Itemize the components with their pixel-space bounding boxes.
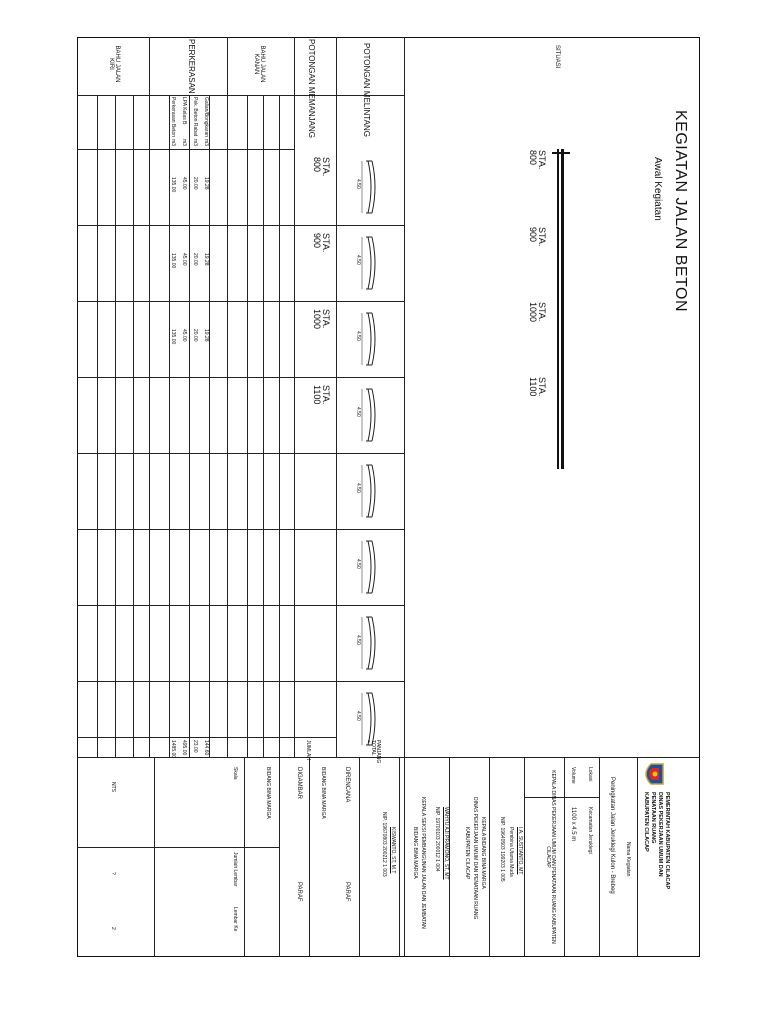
grid-line bbox=[97, 95, 98, 757]
grid-line-kanan-bottom bbox=[227, 37, 228, 757]
grid-line bbox=[247, 95, 248, 757]
drawing-title: KEGIATAN JALAN BETON bbox=[672, 110, 689, 313]
col-line bbox=[77, 225, 405, 226]
lembar-ke-label: Lembar Ke bbox=[232, 907, 238, 932]
sta-800-label: STA. 800 bbox=[527, 150, 547, 170]
kasi-text-2: BIDANG BINA MARGA bbox=[412, 827, 418, 879]
quantity-value: 135.00 bbox=[170, 177, 176, 193]
perkerasan-unit: m3 bbox=[170, 139, 176, 146]
sta-800-tick bbox=[552, 152, 570, 154]
section-width-label: 4.50 bbox=[355, 331, 361, 341]
quantity-value: 20.00 bbox=[192, 177, 198, 190]
situasi-road-line-2 bbox=[557, 149, 559, 469]
grid-line bbox=[169, 95, 170, 757]
situasi-label: SITUASI bbox=[554, 45, 560, 69]
grid-line bbox=[115, 95, 116, 757]
perkerasan-unit: m3 bbox=[203, 139, 209, 146]
signatory-2-nip: NIP. 19700103 200012 1 004 bbox=[434, 807, 440, 872]
nama-kegiatan-value: Peningkatan Jalan Jeruklegi Kulon - Brebeg bbox=[609, 777, 615, 894]
grid-line-melintang-bottom bbox=[336, 37, 337, 757]
dinas-text: DINAS PEKERJAAN UMUM DAN PENATAAN RUANG bbox=[472, 797, 478, 920]
bahu-jalan-kiri-label: BAHU JALAN KIRI bbox=[108, 45, 120, 83]
tb-line bbox=[599, 757, 600, 957]
total-value: 144.60 bbox=[203, 740, 209, 756]
tb-line bbox=[489, 757, 490, 957]
grid-line-perkerasan-bottom bbox=[149, 37, 150, 757]
tb-line bbox=[449, 757, 450, 957]
nts-value: NTS bbox=[110, 782, 116, 792]
col-line bbox=[77, 453, 405, 454]
awal-kegiatan-label: Awal Kegiatan bbox=[652, 157, 663, 221]
agency-block: PEMERINTAH KABUPATEN CILACAP DINAS PEKERJAAN UMUM DAN PENATAAN RUANG KABUPATEN CILACAP bbox=[643, 792, 670, 890]
jumlah-label: JUMLAH bbox=[305, 740, 311, 761]
col-line bbox=[77, 605, 405, 606]
quantity-value: 135.00 bbox=[170, 253, 176, 269]
signatory-3-name: KISWANTO, ST, M.T bbox=[390, 827, 396, 874]
perkerasan-label: PERKERASAN bbox=[187, 39, 196, 94]
sheet-border bbox=[77, 37, 700, 957]
tb-line bbox=[524, 757, 525, 957]
bidang-bm2-label: BIDANG BINA MARGA bbox=[265, 767, 271, 819]
tb-line bbox=[637, 757, 638, 957]
section-width-label: 4.50 bbox=[355, 483, 361, 493]
perkerasan-unit: m3 bbox=[192, 139, 198, 146]
lembar-ke-value: 2 bbox=[110, 927, 116, 930]
quantity-value: 20.00 bbox=[192, 253, 198, 266]
section-width-label: 4.50 bbox=[355, 711, 361, 721]
perkerasan-unit: m3 bbox=[181, 139, 187, 146]
tb-line bbox=[154, 757, 155, 957]
kepala-dinas-text: KEPALA DINAS PEKERJAAN UMUM DAN PENATAAN RUANG KABUPATEN CILACAP bbox=[545, 770, 556, 944]
col-line-summary-inner bbox=[77, 737, 337, 738]
grid-line-memanjang-bottom bbox=[294, 37, 295, 757]
col-line-unit bbox=[77, 149, 295, 150]
section-width-label: 4.50 bbox=[355, 179, 361, 189]
sta-1100-label: STA. 1100 bbox=[527, 377, 547, 397]
tb-vline bbox=[77, 847, 280, 848]
sta-1000-label: STA. 1000 bbox=[527, 302, 547, 323]
total-value: 1485.00 bbox=[170, 740, 176, 759]
grid-line-situasi-bottom bbox=[404, 37, 405, 957]
bahu-jalan-kanan-label: BAHU JALAN KANAN bbox=[253, 45, 265, 83]
quantity-value: 45.00 bbox=[181, 329, 187, 342]
potongan-melintang-label: POTONGAN MELINTANG bbox=[362, 43, 371, 137]
quantity-value: 19.28 bbox=[203, 177, 209, 190]
memanjang-sta-1100: STA. 1100 bbox=[311, 385, 331, 405]
grid-line bbox=[263, 95, 264, 757]
paraf2-label: PARAF bbox=[296, 882, 302, 902]
drawing-sheet bbox=[77, 37, 700, 957]
quantity-value: 45.00 bbox=[181, 177, 187, 190]
tb-line bbox=[309, 757, 310, 957]
tb-line bbox=[279, 757, 280, 957]
paraf-label: PARAF bbox=[344, 882, 350, 902]
grid-line bbox=[133, 95, 134, 757]
total-value: 23.00 bbox=[192, 740, 198, 753]
kabid-text: KEPALA BIDANG BINA MARGA bbox=[480, 817, 486, 889]
bidang-bm-label: BIDANG BINA MARGA bbox=[320, 767, 326, 819]
sta-900-label: STA. 900 bbox=[527, 227, 547, 247]
grid-line bbox=[189, 95, 190, 757]
nama-kegiatan-label: Nama Kegiatan bbox=[625, 842, 631, 877]
signatory-2-name: WAHYU AJI PRAMONO, ST, MT bbox=[443, 807, 449, 880]
total-value: 495.00 bbox=[181, 740, 187, 756]
col-line bbox=[77, 681, 405, 682]
cilacap-logo bbox=[641, 762, 665, 786]
jumlah-lembar-label: Jumlah Lembar bbox=[232, 852, 238, 887]
memanjang-sta-800: STA. 800 bbox=[311, 157, 331, 177]
section-width-label: 4.50 bbox=[355, 255, 361, 265]
perkerasan-item: Perkerasan Beton bbox=[170, 97, 176, 138]
jumlah-lembar-value: ? bbox=[110, 872, 116, 875]
panjang-total-label: PANJANG TOTAL = bbox=[365, 740, 381, 764]
lokasi-label: Lokasi bbox=[587, 767, 593, 782]
quantity-value: 45.00 bbox=[181, 253, 187, 266]
quantity-value: 135.00 bbox=[170, 329, 176, 345]
potongan-memanjang-label: POTONGAN MEMANJANG bbox=[307, 39, 316, 138]
signatory-3-nip: NIP. 19670803 200212 1 003 bbox=[381, 812, 387, 877]
section-width-label: 4.50 bbox=[355, 407, 361, 417]
direncana-label: DIRENCANA bbox=[344, 767, 350, 803]
tb-line bbox=[359, 757, 360, 957]
skala-label: Skala bbox=[232, 767, 238, 780]
quantity-value: 19.28 bbox=[203, 329, 209, 342]
signatory-1-name: I.A. SUSTIANTO, MT bbox=[517, 827, 523, 875]
tb-line bbox=[244, 757, 245, 957]
quantity-value: 20.00 bbox=[192, 329, 198, 342]
kasi-text: KEPALA SEKSI PEMBANGUNAN JALAN DAN JEMBATAN bbox=[420, 797, 426, 929]
volume-value: 1100 x 4.5 m bbox=[570, 807, 576, 842]
section-width-label: 4.50 bbox=[355, 635, 361, 645]
grid-line bbox=[209, 95, 210, 757]
col-line bbox=[77, 301, 405, 302]
signatory-1-nip: NIP. 19640503 199203 1 005 bbox=[499, 817, 505, 882]
digambar-label: DIGAMBAR bbox=[296, 767, 302, 800]
tb-line bbox=[564, 757, 565, 957]
tb-vline bbox=[525, 797, 600, 798]
situasi-road-line bbox=[561, 149, 564, 469]
signatory-1-rank: Pembina Utama Muda bbox=[508, 827, 514, 877]
memanjang-sta-1000: STA. 1000 bbox=[311, 309, 331, 330]
volume-label: Volume bbox=[570, 767, 576, 784]
perkerasan-item: LPA Kelas B bbox=[181, 97, 187, 125]
col-line bbox=[77, 529, 405, 530]
col-line bbox=[77, 377, 405, 378]
lokasi-value: Kecamatan Jeruklegi bbox=[587, 807, 593, 854]
tb-line bbox=[399, 757, 400, 957]
grid-line bbox=[279, 95, 280, 757]
section-width-label: 4.50 bbox=[355, 559, 361, 569]
col-line-label bbox=[77, 95, 405, 96]
quantity-value: 19.28 bbox=[203, 253, 209, 266]
memanjang-sta-900: STA. 900 bbox=[311, 233, 331, 253]
kab-text: KABUPATEN CILACAP bbox=[464, 827, 470, 880]
perkerasan-item: Galian/Bongkaran bbox=[203, 97, 209, 138]
perkerasan-item: Pek. Beton Rabat bbox=[192, 97, 198, 137]
